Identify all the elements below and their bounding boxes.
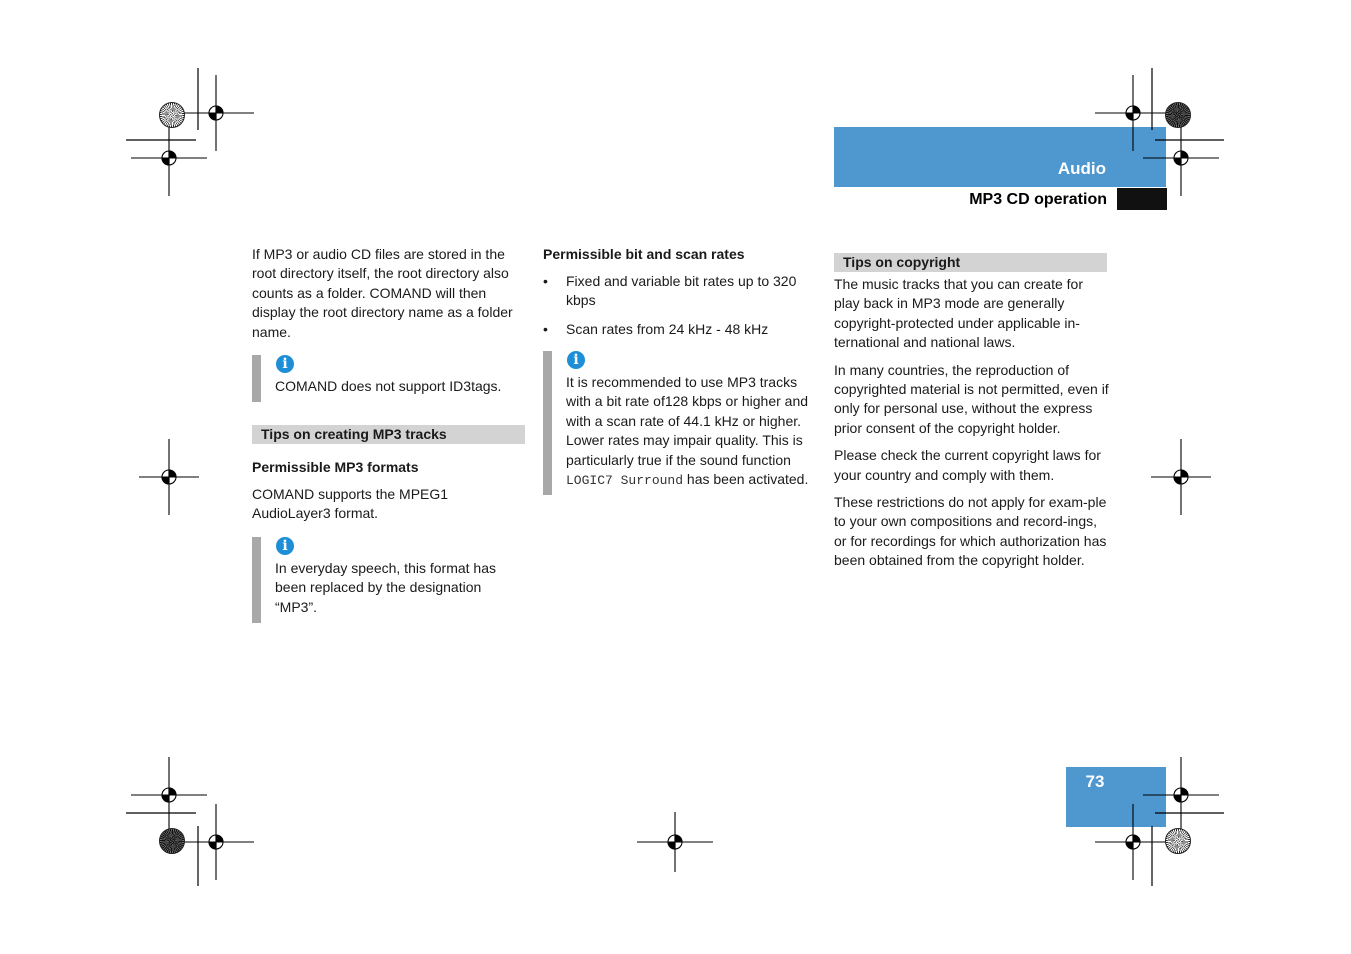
info-icon: i xyxy=(276,355,294,373)
registration-disc xyxy=(1165,828,1191,854)
list-item: • Fixed and variable bit rates up to 320 kbps xyxy=(543,272,818,311)
copyright-paragraph: The music tracks that you can create for play back in MP3 mode are generally copyright-protected under applicable in-ternational and national laws. xyxy=(834,276,1083,351)
formats-text: COMAND supports the MPEG1 AudioLayer3 format. xyxy=(252,486,449,522)
chapter-title: Audio xyxy=(1057,159,1106,178)
list-item: • Scan rates from 24 kHz - 48 kHz xyxy=(543,320,818,339)
note-text: COMAND does not support ID3tags. xyxy=(275,378,502,394)
subhead-copyright: Tips on copyright xyxy=(834,253,1107,272)
subhead-creating-tracks: Tips on creating MP3 tracks xyxy=(252,425,525,444)
registration-disc xyxy=(159,102,185,128)
note-text-part: has been activated. xyxy=(683,471,809,488)
note-text: In everyday speech, this format has been replaced by the designation “MP3”. xyxy=(275,560,496,615)
info-icon: i xyxy=(567,351,585,369)
copyright-paragraph: Please check the current copyright laws for your country and comply with them. xyxy=(834,447,1101,483)
registration-disc xyxy=(159,828,185,854)
note-text-part: It is recommended to use MP3 tracks with a bit rate of128 kbps or higher and with a scan rate of 44.1 kHz or higher. Lower rates may impair quality. This is particularly true if the sound function xyxy=(566,374,809,468)
page-number: 73 xyxy=(1066,767,1166,827)
formats-heading: Permissible MP3 formats xyxy=(252,459,419,475)
registration-disc xyxy=(1165,102,1191,128)
bitrate-heading: Permissible bit and scan rates xyxy=(543,246,745,262)
copyright-paragraph: In many countries, the reproduction of copyrighted material is not permitted, even if only for personal use, without the express prior consent of the copyright holder. xyxy=(834,361,1109,436)
copyright-paragraph: These restrictions do not apply for exam-ple to your own compositions and record-ings, or for recordings for which authorization has been obtained from the copyright holder. xyxy=(834,494,1107,569)
info-icon: i xyxy=(276,537,294,555)
section-title: MP3 CD operation xyxy=(969,191,1107,208)
sound-function-code: LOGIC7 Surround xyxy=(566,473,684,489)
intro-paragraph: If MP3 or audio CD files are stored in the root directory itself, the root directory also counts as a folder. COMAND will then display the root directory name as a folder name. xyxy=(252,246,513,340)
